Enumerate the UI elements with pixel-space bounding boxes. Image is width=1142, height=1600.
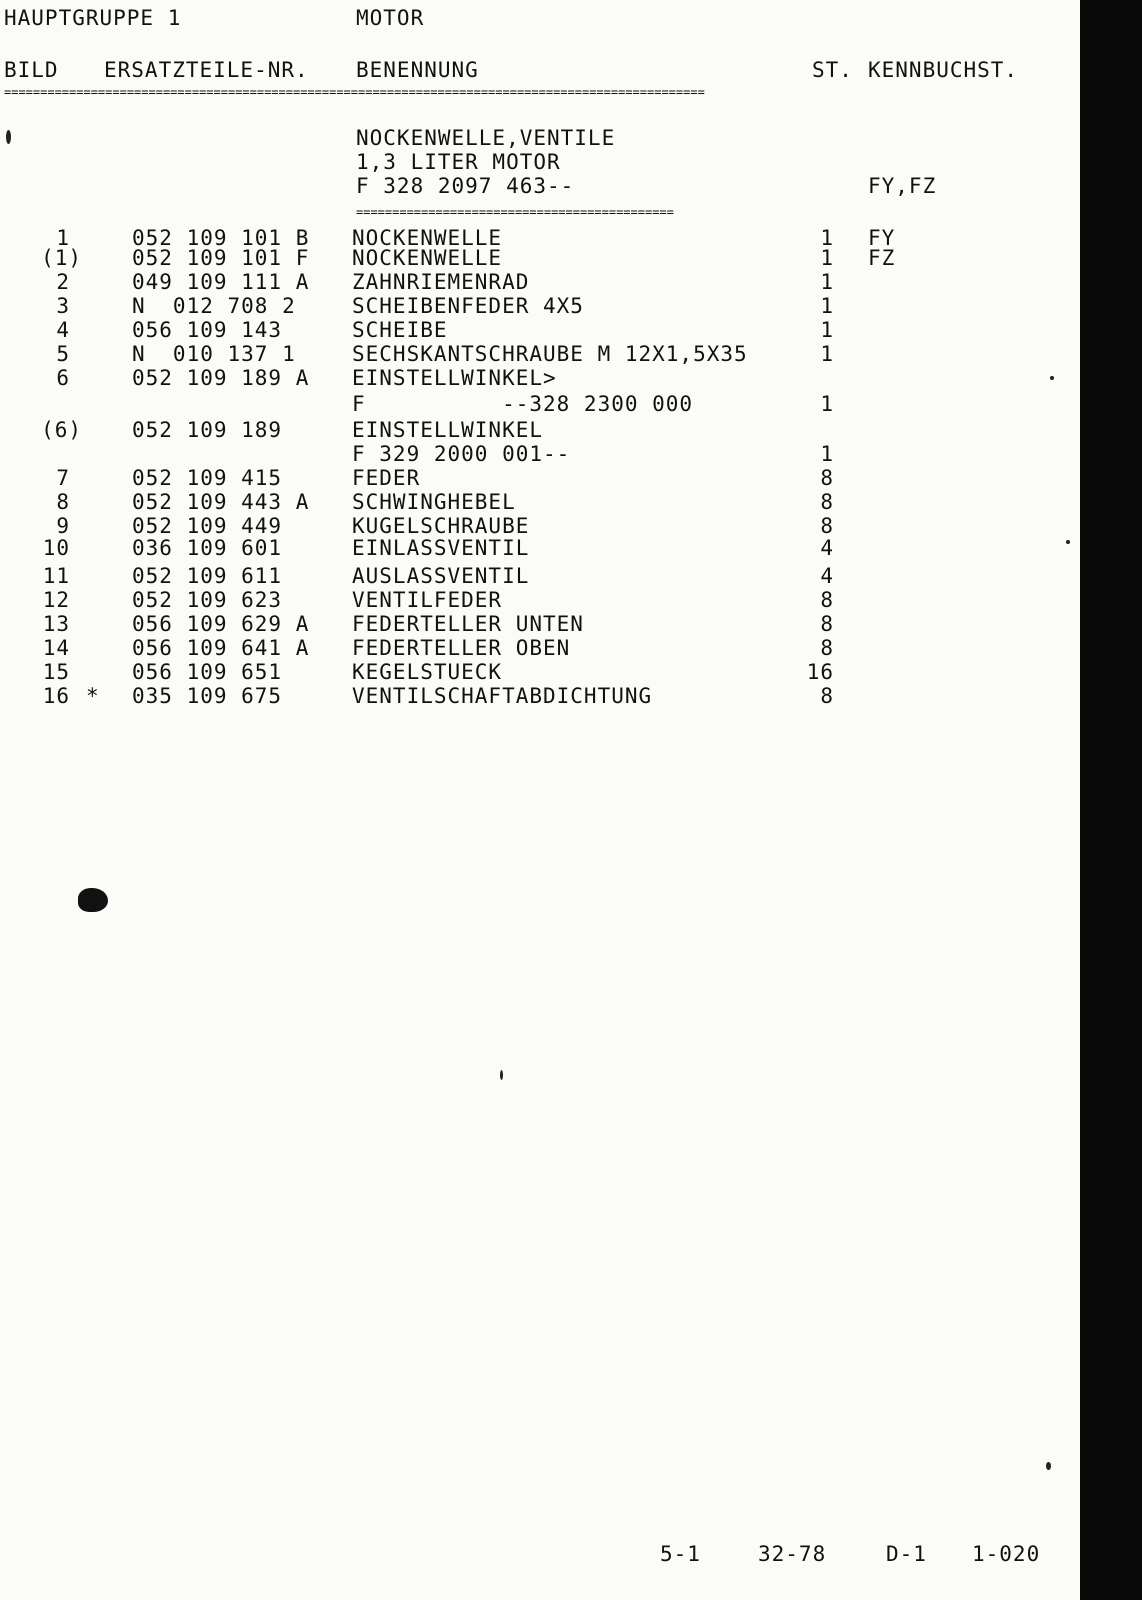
section-from-number: F 328 2097 463-- (356, 174, 575, 198)
row-description: VENTILFEDER (352, 588, 503, 612)
section-title: NOCKENWELLE,VENTILE (356, 126, 616, 150)
row-part-number: 052 109 101 F (132, 246, 310, 270)
row-bild: 8 (56, 490, 70, 514)
section-double-rule: ============================================ (356, 206, 674, 218)
row-part-number: 056 109 641 A (132, 636, 310, 660)
row-description: NOCKENWELLE (352, 246, 503, 270)
row-bild: 4 (56, 318, 70, 342)
row-mark: * (86, 684, 100, 708)
row-quantity: 1 (820, 294, 834, 318)
footer-ref-2: 32-78 (758, 1542, 827, 1566)
row-bild: 6 (56, 366, 70, 390)
row-bild: 13 (42, 612, 70, 636)
row-description: ZAHNRIEMENRAD (352, 270, 530, 294)
scan-speck (500, 1070, 503, 1080)
group-name: MOTOR (356, 6, 425, 30)
row-bild: 2 (56, 270, 70, 294)
row-part-number: N 010 137 1 (132, 342, 296, 366)
row-part-number: 052 109 443 A (132, 490, 310, 514)
row-part-number: 052 109 189 A (132, 366, 310, 390)
row-quantity: 1 (820, 342, 834, 366)
row-part-number: 052 109 449 (132, 514, 283, 538)
row-description: AUSLASSVENTIL (352, 564, 530, 588)
row-code: FY (868, 226, 896, 250)
row-quantity: 8 (820, 684, 834, 708)
row-description: FEDERTELLER OBEN (352, 636, 571, 660)
row-bild: (1) (41, 246, 82, 270)
row-quantity: 8 (820, 588, 834, 612)
column-header-description: BENENNUNG (356, 58, 479, 82)
row-part-number: 056 109 143 (132, 318, 283, 342)
row-quantity: 8 (820, 636, 834, 660)
column-header-part-number: ERSATZTEILE-NR. (104, 58, 309, 82)
row-code: FZ (868, 246, 896, 270)
ink-blot (78, 888, 108, 912)
row-description: SCHWINGHEBEL (352, 490, 516, 514)
row-quantity: 8 (820, 490, 834, 514)
row-quantity: 1 (820, 318, 834, 342)
row-quantity: 1 (820, 442, 834, 466)
row-description: SCHEIBENFEDER 4X5 (352, 294, 584, 318)
row-description: EINSTELLWINKEL (352, 418, 544, 442)
row-bild: 10 (42, 536, 70, 560)
row-bild: 1 (56, 226, 70, 250)
row-description: NOCKENWELLE (352, 226, 503, 250)
row-part-number: N 012 708 2 (132, 294, 296, 318)
row-description: KEGELSTUECK (352, 660, 503, 684)
row-quantity: 8 (820, 612, 834, 636)
header-double-rule: ================================================================================================= (4, 86, 705, 98)
row-part-number: 036 109 601 (132, 536, 283, 560)
group-label: HAUPTGRUPPE 1 (4, 6, 182, 30)
row-description: KUGELSCHRAUBE (352, 514, 530, 538)
row-bild: 3 (56, 294, 70, 318)
footer-ref-4: 1-020 (972, 1542, 1041, 1566)
row-description: F --328 2300 000 (352, 392, 694, 416)
row-part-number: 056 109 629 A (132, 612, 310, 636)
row-description: F 329 2000 001-- (352, 442, 571, 466)
scan-speck (1046, 1462, 1051, 1470)
row-part-number: 035 109 675 (132, 684, 283, 708)
row-quantity: 8 (820, 514, 834, 538)
section-engine: 1,3 LITER MOTOR (356, 150, 561, 174)
scan-speck (1050, 376, 1054, 380)
row-bild: 9 (56, 514, 70, 538)
row-bild: 11 (42, 564, 70, 588)
row-description: EINSTELLWINKEL> (352, 366, 557, 390)
row-description: SCHEIBE (352, 318, 448, 342)
column-header-codes: KENNBUCHST. (868, 58, 1019, 82)
row-bild: 7 (56, 466, 70, 490)
row-quantity: 4 (820, 564, 834, 588)
row-description: FEDERTELLER UNTEN (352, 612, 584, 636)
row-part-number: 052 109 189 (132, 418, 283, 442)
row-bild: 14 (42, 636, 70, 660)
column-header-quantity: ST. (812, 58, 853, 82)
row-bild: 15 (42, 660, 70, 684)
row-bild: 16 (42, 684, 70, 708)
row-quantity: 8 (820, 466, 834, 490)
row-bild: 12 (42, 588, 70, 612)
row-part-number: 049 109 111 A (132, 270, 310, 294)
scan-speck (1066, 540, 1070, 544)
row-quantity: 16 (806, 660, 834, 684)
row-quantity: 1 (820, 270, 834, 294)
row-part-number: 052 109 611 (132, 564, 283, 588)
row-description: EINLASSVENTIL (352, 536, 530, 560)
row-bild: (6) (41, 418, 82, 442)
column-header-bild: BILD (4, 58, 59, 82)
scan-speck (6, 130, 11, 144)
row-part-number: 052 109 623 (132, 588, 283, 612)
row-part-number: 052 109 415 (132, 466, 283, 490)
section-codes: FY,FZ (868, 174, 937, 198)
row-quantity: 1 (820, 246, 834, 270)
row-description: VENTILSCHAFTABDICHTUNG (352, 684, 653, 708)
scan-edge-shadow (1080, 0, 1142, 1600)
row-quantity: 4 (820, 536, 834, 560)
row-bild: 5 (56, 342, 70, 366)
row-part-number: 056 109 651 (132, 660, 283, 684)
row-description: SECHSKANTSCHRAUBE M 12X1,5X35 (352, 342, 748, 366)
row-part-number: 052 109 101 B (132, 226, 310, 250)
row-description: FEDER (352, 466, 421, 490)
row-quantity: 1 (820, 226, 834, 250)
row-quantity: 1 (820, 392, 834, 416)
footer-ref-3: D-1 (886, 1542, 927, 1566)
footer-ref-1: 5-1 (660, 1542, 701, 1566)
